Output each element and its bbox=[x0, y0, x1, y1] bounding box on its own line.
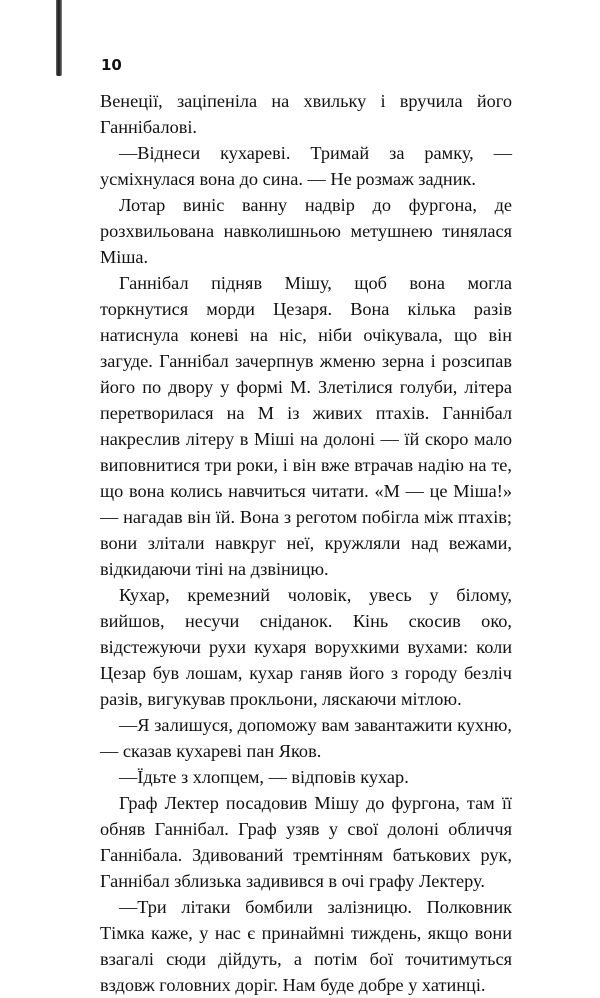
paragraph-3: Лотар виніс ванну надвір до фургона, де розхвильована навколишньою метушнею тинялася Міша. bbox=[100, 195, 512, 267]
paragraph-4: Ганнібал підняв Мішу, щоб вона могла торкнутися морди Цезаря. Вона кілька разів натиснула коневі на ніс, ніби очікувала, що він загуде. Ганнібал зачерпнув жменю зерна і розсипав його по двору у формі М. Злетілися голуби, літера перетворилася на М із живих птахів. Ганнібал накреслив літеру в Міші на долоні — їй скоро мало виповнитися три роки, і він вже втрачав надію на те, що вона колись навчиться читати. «М — це Міша!» — нагадав він їй. Вона з реготом побігла між птахів; вони злітали навкруг неї, кружляли над вежами, відкидаючи тіні на дзвіницю. bbox=[100, 273, 512, 579]
paragraph-7: —Їдьте з хлопцем, — відповів кухар. bbox=[119, 767, 409, 787]
paragraph-6: —Я залишуся, допоможу вам завантажити кухню, — сказав кухареві пан Яков. bbox=[100, 715, 512, 761]
paragraph-9: —Три літаки бомбили залізницю. Полковник Тімка каже, у нас є принаймні тиждень, якщо вони взагалі сюди дійдуть, а потім бої точитимуться вздовж головних доріг. Нам буде добре у хатинці. bbox=[100, 897, 512, 995]
body-text bbox=[100, 88, 512, 998]
page-number: 10 bbox=[101, 56, 122, 74]
page-edge-mark bbox=[56, 0, 62, 76]
paragraph-2: —Віднеси кухареві. Тримай за рамку, — усміхнулася вона до сина. — Не розмаж задник. bbox=[100, 143, 512, 189]
paragraph-8: Граф Лектер посадовив Мішу до фургона, там її обняв Ганнібал. Граф узяв у свої долоні обличчя Ганнібала. Здивований тремтінням батькових рук, Ганнібал зблизька задивився в очі графу Лектеру. bbox=[100, 793, 512, 891]
paragraph-5: Кухар, кремезний чоловік, увесь у білому, вийшов, несучи сніданок. Кінь скосив око, відстежуючи рухи кухаря ворухкими вухами: коли Цезар був лошам, кухар ганяв його з городу безліч разів, вигукував прокльони, ляскаючи мітлою. bbox=[100, 585, 512, 709]
paragraph-1: Венеції, зацiпеніла на хвильку і вручила його Ганнібалові. bbox=[100, 91, 512, 137]
